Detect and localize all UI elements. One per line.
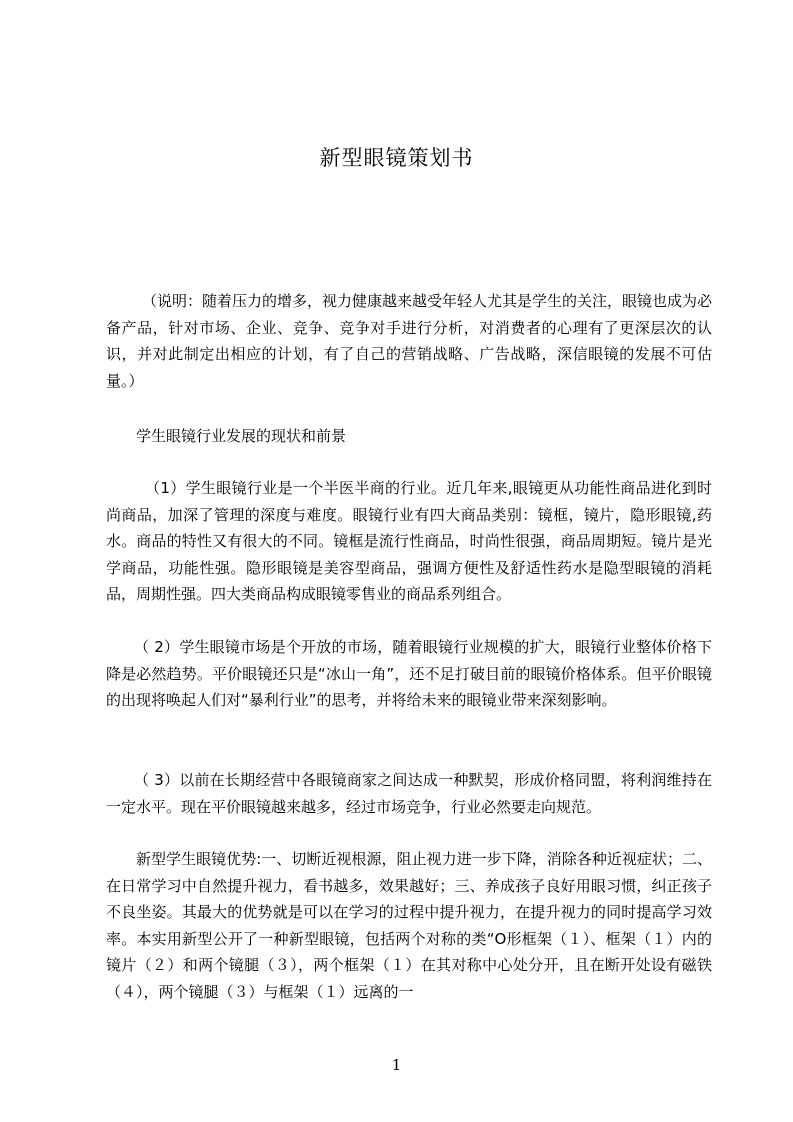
document-title: 新型眼镜策划书 (319, 146, 474, 170)
paragraph-3: （ 3）以前在长期经营中各眼镜商家之间达成一种默契，形成价格同盟，将利润维持在一定水平。现在平价眼镜越来越多，经过市场竞争，行业必然要走向规范。 (106, 771, 712, 816)
paragraph-2: （ 2）学生眼镜市场是个开放的市场，随着眼镜行业规模的扩大，眼镜行业整体价格下降是必然趋势。平价眼镜还只是“冰山一角”，还不足打破目前的眼镜价格体系。但平价眼镜的出现将唤起人们对“暴利行业”的思考，并将给未来的眼镜业带来深刻影响。 (106, 638, 712, 709)
intro-note: （说明：随着压力的增多，视力健康越来越受年轻人尤其是学生的关注，眼镜也成为必备产品，针对市场、企业、竞争、竞争对手进行分析，对消费者的心理有了更深层次的认识，并对此制定出相应的计划，有了自己的营销战略、广告战略，深信眼镜的发展不可估量。） (106, 292, 713, 390)
page-number: 1 (391, 1056, 402, 1074)
paragraph-1: （1）学生眼镜行业是一个半医半商的行业。近几年来,眼镜更从功能性商品进化到时尚商品，加深了管理的深度与难度。眼镜行业有四大商品类别：镜框，镜片，隐形眼镜,药水。商品的特性又有很大的不同。镜框是流行性商品，时尚性很强，商品周期短。镜片是光学商品，功能性强。隐形眼镜是美容型商品，强调方便性及舒适性药水是隐型眼镜的消耗品，周期性强。四大类商品构成眼镜零售业的商品系列组合。 (106, 479, 712, 603)
paragraph-advantages: 新型学生眼镜优势:一、切断近视根源，阻止视力进一步下降，消除各种近视症状；二、在日常学习中自然提升视力，看书越多，效果越好；三、养成孩子良好用眼习惯，纠正孩子不良坐姿。其最大的优势就是可以在学习的过程中提升视力，在提升视力的同时提高学习效率。本实用新型公开了一种新型眼镜，包括两个对称的类“O形框架（１）、框架（１）内的镜片（２）和两个镜腿（３），两个框架（１）在其对称中心处分开，且在断开处设有磁铁（４），两个镜腿（３）与框架（１）远离的一 (106, 850, 712, 1001)
section-heading: 学生眼镜行业发展的现状和前景 (136, 427, 347, 445)
